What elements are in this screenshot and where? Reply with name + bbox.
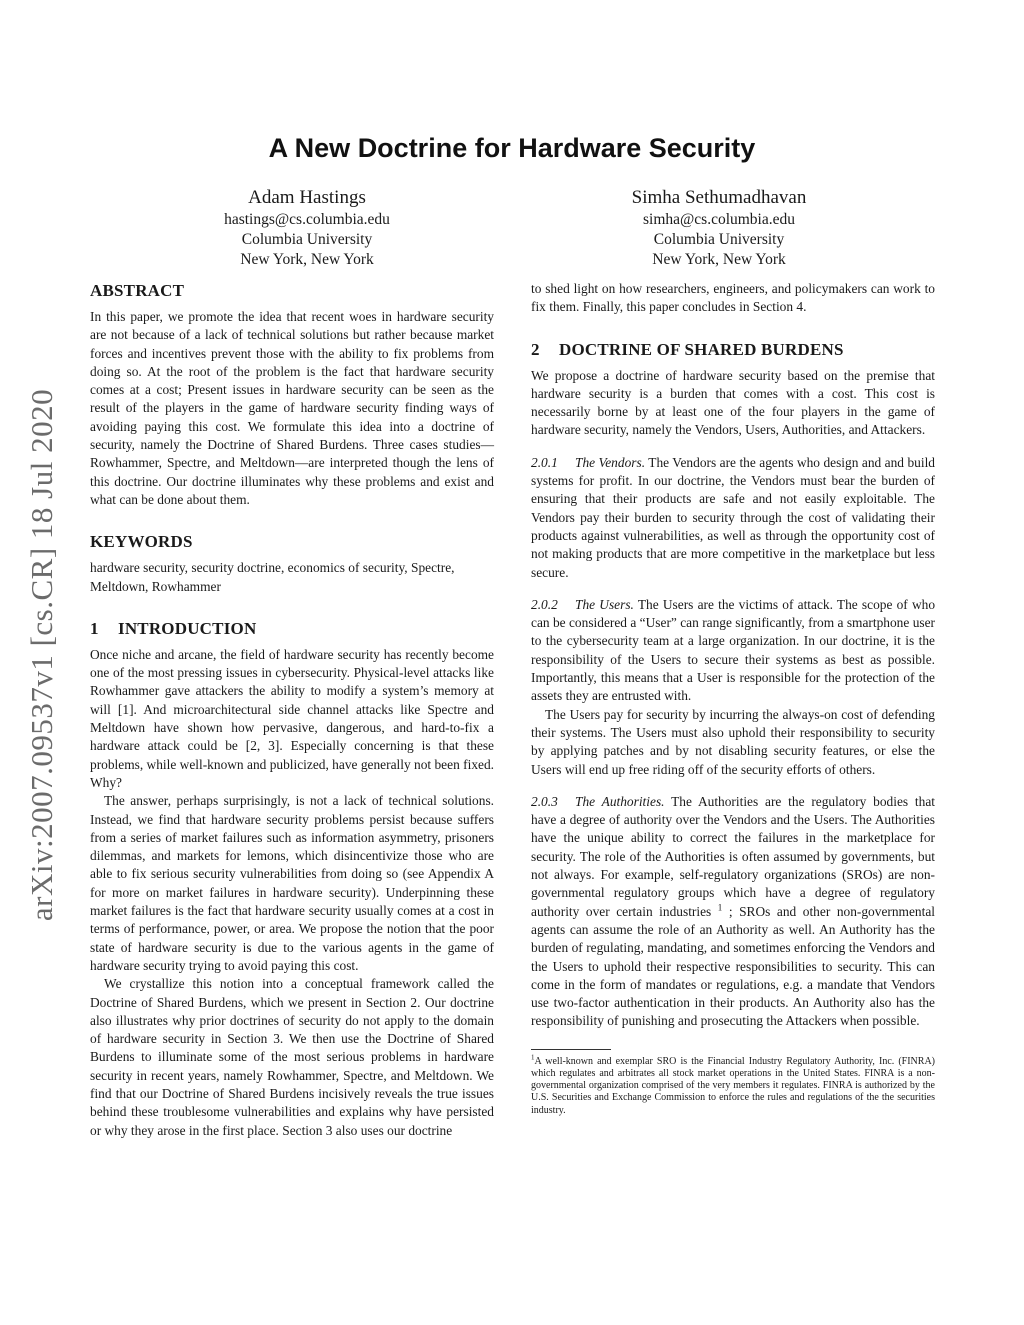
author-block-2 xyxy=(549,186,889,270)
subsection-number: 2.0.3 xyxy=(531,793,558,809)
paper-title: A New Doctrine for Hardware Security xyxy=(268,133,756,163)
section2-intro: We propose a doctrine of hardware security based on the premise that hardware security is a burden that comes with a cost. This cost is necessarily borne by at least one of the four players in the game of hardware security, namely the Vendors, Users, Authorities, and Attackers. xyxy=(531,367,935,438)
arxiv-stamp-text: arXiv:2007.09537v1 [cs.CR] 18 Jul 2020 xyxy=(24,388,60,922)
arxiv-stamp xyxy=(22,365,62,945)
section-number: 1 xyxy=(90,618,99,638)
subsection-title: The Vendors. xyxy=(575,454,646,470)
footnote-rule xyxy=(531,1049,611,1050)
author-block-1 xyxy=(137,186,477,270)
section-number: 2 xyxy=(531,339,540,359)
section-title: INTRODUCTION xyxy=(118,618,257,638)
introduction-heading xyxy=(90,618,494,640)
footnote-text: A well-known and exemplar SRO is the Financial Industry Regulatory Authority, Inc. (FINRA) which regulates and arbitrates all stock market operations in the United States. FINRA is a non-governmental organization comprised of the very members it regulates. FINRA is authorized by the U.S. Securities and Exchange Commission to enforce the rules and regulations of the the securities industry. xyxy=(531,1055,935,1116)
intro-paragraph-1: Once niche and arcane, the field of hardware security has recently become one of the most pressing issues in cybersecurity. Physical-level attacks like Rowhammer gave attackers the ability to modify a system’s memory at will [1]. And microarchitectural side channel attacks like Spectre and Meltdown have shown how pervasive, dangerous, and hard-to-fix a hardware attack could be [2, 3]. Especially concerning is that these problems, while well-known and publicized, have generally not been fixed. Why? xyxy=(90,646,494,790)
author-location: New York, New York xyxy=(652,251,786,268)
section2-heading xyxy=(531,339,935,361)
intro-paragraph-2: The answer, perhaps surprisingly, is not a lack of technical solutions. Instead, we find that hardware security problems persist because suffers from a series of market failures such as information asymmetry, prisoners dilemmas, and markets for lemons, which disincentivize those who are able to fix serious security vulnerabilities from doing so (see Appendix A for more on market failures in hardware security). Underpinning these market failures is the fact that hardware security usually comes at a cost in terms of performance, power, or area. We propose the notion that the poor state of hardware security is due to the various agents in the game of hardware security trying to avoid paying this cost. xyxy=(90,793,494,973)
author-email: simha@cs.columbia.edu xyxy=(642,211,796,228)
footnote-marker: 1 xyxy=(717,902,723,913)
users-paragraph-2: The Users pay for security by incurring the always-on cost of defending their systems. The Users must also uphold their responsibility to security by applying patches and by not disabling security features, or else the Users will end up free riding off of the security efforts of others. xyxy=(531,706,935,777)
subsection-text: The Users are the victims of attack. The scope of who can be considered a “User” can range significantly, from a smartphone user to the cybersecurity team at a large organization. In our doctrine, it is the responsibility of the Users to secure their systems as best as possible. Importantly, this means that a User is responsible for the protection of the assets they are entrusted with. xyxy=(531,596,936,704)
author-name: Adam Hastings xyxy=(248,187,366,208)
footnote-number: 1 xyxy=(531,1053,535,1062)
author-location: New York, New York xyxy=(240,251,374,268)
subsection-number: 2.0.2 xyxy=(531,596,558,612)
right-column xyxy=(531,280,935,1117)
subsection-title: The Authorities. xyxy=(575,793,665,809)
abstract-heading: ABSTRACT xyxy=(90,281,185,300)
keywords-text: hardware security, security doctrine, economics of security, Spectre, Meltdown, Rowhammer xyxy=(90,560,455,594)
subsection-text-continued: ; SROs and other non-governmental agents can assume the role of an Authority as well. An Authority has the burden of regulating, mandating, and sometimes enforcing the Vendors and the Users to uphold their respective responsibilities to security. This can come in the form of mandates or regulations, e.g. a mandate that Vendors use two-factor authentication in their products. An Authority also has the responsibility of punishing and prosecuting the Attackers when possible. xyxy=(531,903,935,1029)
intro-paragraph-3: We crystallize this notion into a conceptual framework called the Doctrine of Shared Burdens, which we present in Section 2. Our doctrine also illustrates why prior doctrines of security do not apply to the domain of hardware security in Section 3. We then use the Doctrine of Shared Burdens to illuminate some of the most serious problems in hardware security in recent years, namely Rowhammer, Spectre, and Meltdown. We find that our Doctrine of Shared Burdens incisively reveals the true issues behind these troublesome vulnerabilities and explains why have persisted or why they arose in the first place. Section 3 also uses our doctrine xyxy=(90,976,494,1138)
subsection-text: The Authorities are the regulatory bodies that have a degree of authority over the Vendors and the Users. The Authorities have the unique ability to correct the failures in the marketplace for security. The role of the Authorities is often assumed by governments, but not always. For example, self-regulatory organizations (SROs) are non-governmental regulatory groups which have a degree of regulatory authority over certain industries xyxy=(531,793,935,919)
subsection-title: The Users. xyxy=(575,596,634,612)
author-affiliation: Columbia University xyxy=(653,231,785,248)
subsection-text: The Vendors are the agents who design and and build systems for profit. In our doctrine, the Vendors must bear the burden of ensuring that their products are safe and not easily exploitable. The Vendors pay their burden to security through the cost of validating their products against vulnerabilities, as well as through the opportunity cost of not making products that are more competitive in the marketplace but less secure. xyxy=(531,454,935,580)
keywords-heading: KEYWORDS xyxy=(90,532,193,552)
footnote xyxy=(531,1053,935,1117)
subsection-vendors xyxy=(531,454,935,582)
author-affiliation: Columbia University xyxy=(241,231,373,248)
author-email: hastings@cs.columbia.edu xyxy=(224,211,390,228)
author-name: Simha Sethumadhavan xyxy=(631,187,807,208)
left-column xyxy=(90,280,494,1140)
intro-continuation: to shed light on how researchers, engineers, and policymakers can work to fix them. Finally, this paper concludes in Section 4. xyxy=(531,281,935,315)
subsection-number: 2.0.1 xyxy=(531,454,558,470)
abstract-text: In this paper, we promote the idea that recent woes in hardware security are not because of a lack of technical solutions but rather because market forces and incentives prevent those with the ability to fix problems from doing so. At the root of the problem is the fact that hardware security comes at a cost; Present issues in hardware security can be seen as the result of the players in the game of hardware security finding ways of avoiding paying this cost. We formulate this idea into a doctrine of security, namely the Doctrine of Shared Burdens. Three cases studies—Rowhammer, Spectre, and Meltdown—are interpreted though the lens of this doctrine. Our doctrine illuminates why these problems and exist and what can be done about them. xyxy=(90,309,494,507)
subsection-users xyxy=(531,596,935,706)
section-title: DOCTRINE OF SHARED BURDENS xyxy=(559,339,844,359)
subsection-authorities xyxy=(531,793,935,1031)
